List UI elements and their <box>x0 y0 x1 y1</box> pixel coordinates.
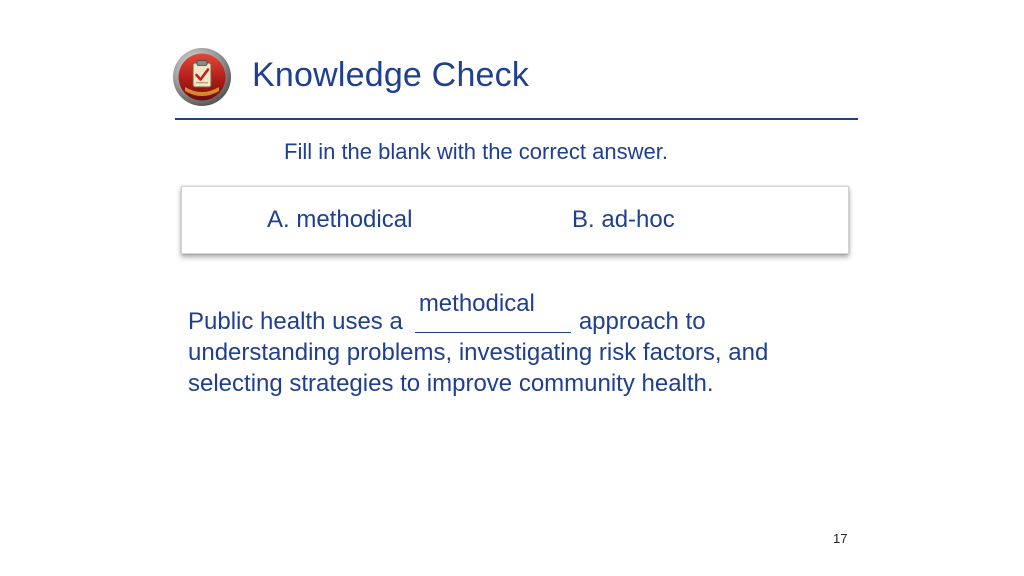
question-before-blank: Public health uses a <box>188 308 403 335</box>
blank-answer: methodical <box>418 290 535 317</box>
slide-title: Knowledge Check <box>252 56 530 94</box>
choice-b[interactable]: B. ad-hoc <box>572 206 675 233</box>
page-number: 17 <box>833 531 848 546</box>
choice-a[interactable]: A. methodical <box>267 206 413 233</box>
question-after-blank: approach to understanding problems, investigating risk factors, and selecting strategies to improve community health. <box>188 308 769 397</box>
answer-blank[interactable] <box>415 290 571 333</box>
instruction-text: Fill in the blank with the correct answer. <box>284 139 668 164</box>
title-divider <box>175 118 858 120</box>
question-text <box>188 290 828 399</box>
clipboard-check-icon <box>172 47 232 107</box>
